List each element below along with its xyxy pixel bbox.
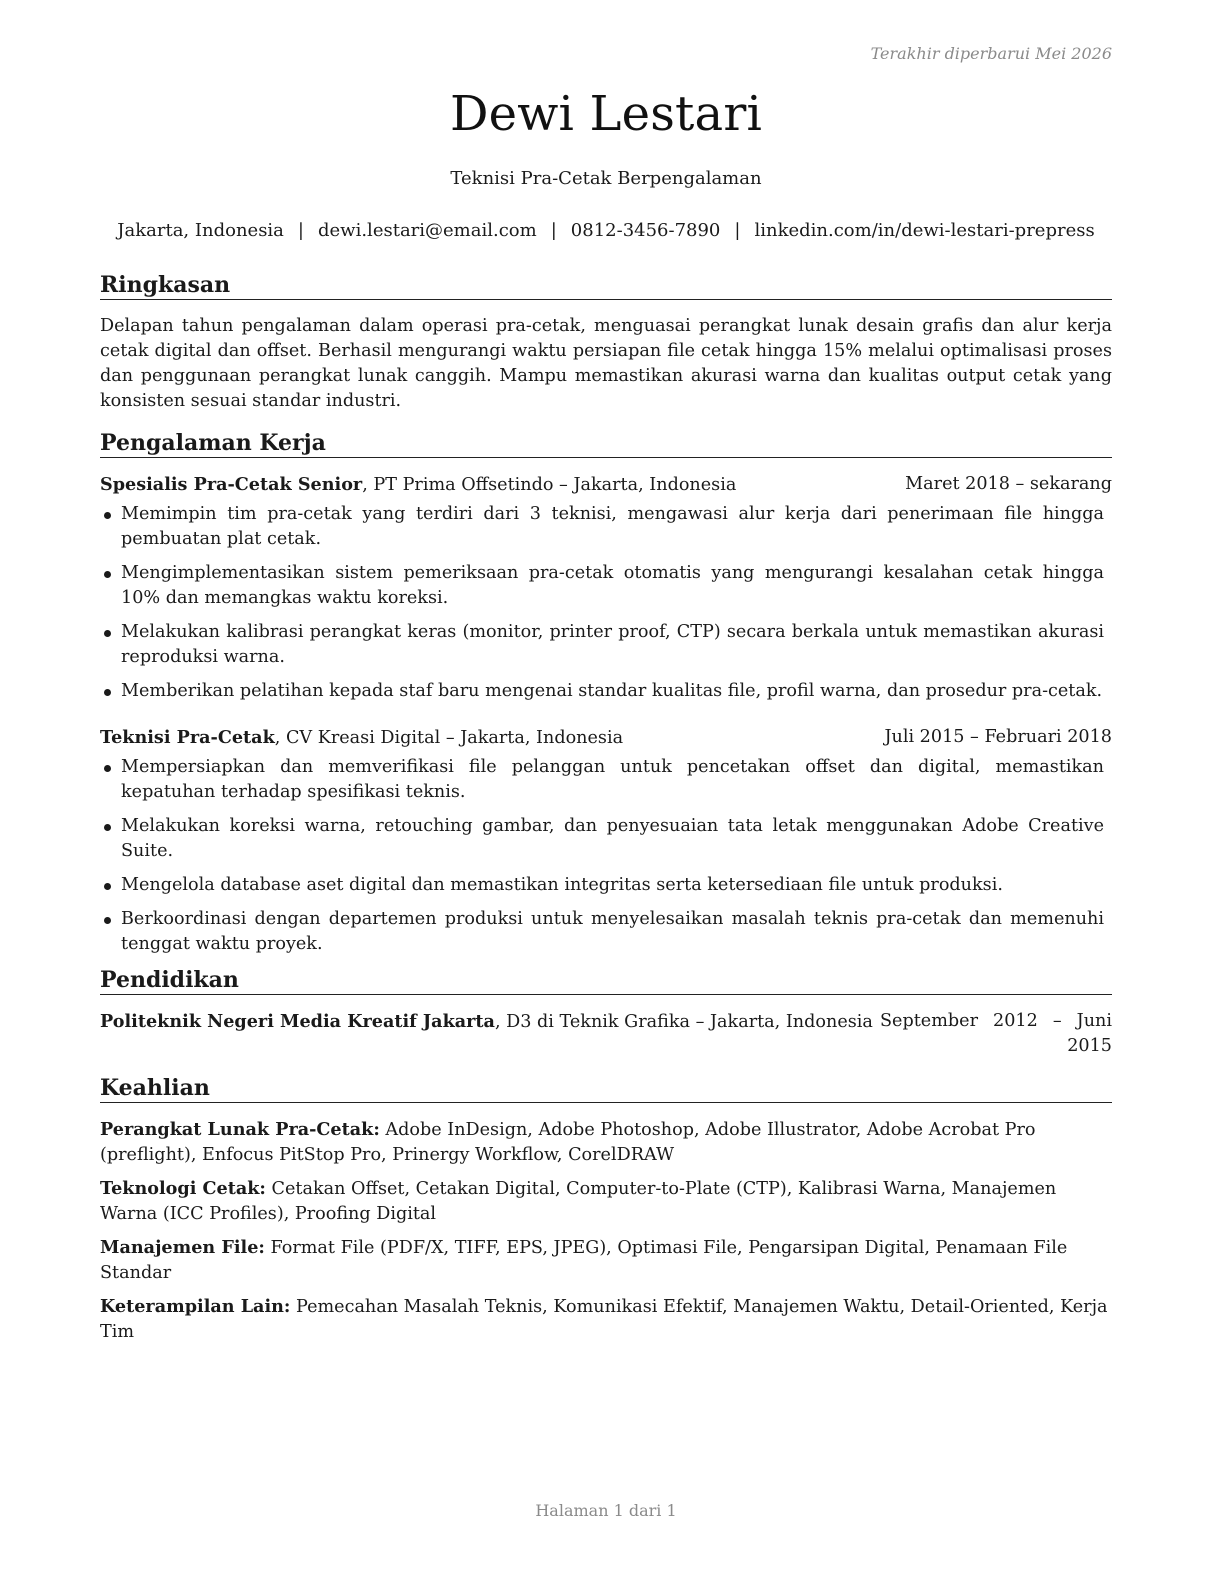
job-role: Teknisi Pra-Cetak bbox=[100, 727, 275, 748]
contact-separator: | bbox=[297, 220, 304, 241]
skill-label: Teknologi Cetak: bbox=[100, 1178, 266, 1199]
skill-value: Cetakan Offset, Cetakan Digital, Computer-to-Plate (CTP), Kalibrasi Warna, Manajemen Warna (ICC Profiles), Proofing Digital bbox=[100, 1179, 1057, 1224]
skill-row bbox=[100, 1117, 1112, 1168]
job-entry bbox=[100, 472, 1112, 704]
skill-value: Adobe InDesign, Adobe Photoshop, Adobe Illustrator, Adobe Acrobat Pro (preflight), Enfocus PitStop Pro, Prinergy Workflow, CorelDRAW bbox=[100, 1120, 1036, 1165]
contact-separator: | bbox=[550, 220, 557, 241]
skill-row bbox=[100, 1235, 1112, 1286]
skill-value: Pemecahan Masalah Teknis, Komunikasi Efektif, Manajemen Waktu, Detail-Oriented, Kerja Tim bbox=[100, 1297, 1108, 1342]
job-dates: Juli 2015 – Februari 2018 bbox=[884, 727, 1112, 747]
skill-label: Perangkat Lunak Pra-Cetak: bbox=[100, 1119, 380, 1140]
job-bullets bbox=[100, 502, 1112, 704]
skill-label: Keterampilan Lain: bbox=[100, 1296, 291, 1317]
skills-section bbox=[100, 1075, 1112, 1345]
resume-content bbox=[100, 272, 1112, 1355]
candidate-name: Dewi Lestari bbox=[449, 86, 763, 142]
skills-heading: Keahlian bbox=[100, 1075, 1112, 1103]
job-role: Spesialis Pra-Cetak Senior bbox=[100, 474, 363, 495]
last-updated-note: Terakhir diperbarui Mei 2026 bbox=[870, 44, 1112, 63]
job-header bbox=[100, 472, 1112, 498]
job-bullet: Berkoordinasi dengan departemen produksi untuk menyelesaikan masalah teknis pra-cetak dan memenuhi tenggat waktu proyek. bbox=[100, 907, 1112, 957]
job-header bbox=[100, 725, 1112, 751]
education-detail: , D3 di Teknik Grafika – Jakarta, Indonesia bbox=[494, 1012, 873, 1032]
contact-separator: | bbox=[734, 220, 741, 241]
skill-row bbox=[100, 1294, 1112, 1345]
skill-label: Manajemen File: bbox=[100, 1237, 265, 1258]
job-title-line bbox=[100, 472, 736, 498]
job-bullet: Mempersiapkan dan memverifikasi file pelanggan untuk pencetakan offset dan digital, memastikan kepatuhan terhadap spesifikasi teknis. bbox=[100, 755, 1112, 805]
experience-heading: Pengalaman Kerja bbox=[100, 430, 1112, 458]
education-school: Politeknik Negeri Media Kreatif Jakarta bbox=[100, 1011, 495, 1032]
contact-line bbox=[60, 220, 1152, 241]
job-bullet: Melakukan koreksi warna, retouching gambar, dan penyesuaian tata letak menggunakan Adobe Creative Suite. bbox=[100, 814, 1112, 864]
job-dates: Maret 2018 – sekarang bbox=[905, 474, 1112, 494]
contact-linkedin[interactable]: linkedin.com/in/dewi-lestari-prepress bbox=[754, 220, 1095, 241]
experience-section bbox=[100, 430, 1112, 957]
contact-email[interactable]: dewi.lestari@email.com bbox=[318, 220, 537, 241]
job-bullet: Memberikan pelatihan kepada staf baru mengenai standar kualitas file, profil warna, dan prosedur pra-cetak. bbox=[100, 679, 1112, 704]
job-organization: , PT Prima Offsetindo – Jakarta, Indonesia bbox=[362, 475, 737, 495]
skill-row bbox=[100, 1176, 1112, 1227]
candidate-title: Teknisi Pra-Cetak Berpengalaman bbox=[450, 168, 762, 189]
job-bullet: Mengelola database aset digital dan memastikan integritas serta ketersediaan file untuk produksi. bbox=[100, 873, 1112, 898]
education-dates: September 2012 – Juni 2015 bbox=[880, 1011, 1112, 1056]
resume-page bbox=[100, 0, 1112, 1584]
summary-text: Delapan tahun pengalaman dalam operasi pra-cetak, menguasai perangkat lunak desain grafis dan alur kerja cetak digital dan offset. Berhasil mengurangi waktu persiapan file cetak hingga 15% melalui optimalisasi proses dan penggunaan perangkat lunak canggih. Mampu memastikan akurasi warna dan kualitas output cetak yang konsisten sesuai standar industri. bbox=[100, 316, 1112, 411]
job-bullets bbox=[100, 755, 1112, 957]
job-bullet: Melakukan kalibrasi perangkat keras (monitor, printer proof, CTP) secara berkala untuk memastikan akurasi reproduksi warna. bbox=[100, 620, 1112, 670]
job-bullet: Mengimplementasikan sistem pemeriksaan pra-cetak otomatis yang mengurangi kesalahan cetak hingga 10% dan memangkas waktu koreksi. bbox=[100, 561, 1112, 611]
education-entry bbox=[100, 1009, 1112, 1059]
job-bullet: Memimpin tim pra-cetak yang terdiri dari 3 teknisi, mengawasi alur kerja dari penerimaan file hingga pembuatan plat cetak. bbox=[100, 502, 1112, 552]
education-title-line bbox=[100, 1009, 873, 1059]
summary-section bbox=[100, 272, 1112, 414]
contact-location: Jakarta, Indonesia bbox=[117, 220, 284, 241]
contact-phone: 0812-3456-7890 bbox=[570, 220, 721, 241]
job-title-line bbox=[100, 725, 623, 751]
skill-value: Format File (PDF/X, TIFF, EPS, JPEG), Optimasi File, Pengarsipan Digital, Penamaan File Standar bbox=[100, 1238, 1068, 1283]
education-heading: Pendidikan bbox=[100, 967, 1112, 995]
job-entry bbox=[100, 725, 1112, 957]
job-organization: , CV Kreasi Digital – Jakarta, Indonesia bbox=[274, 728, 624, 748]
summary-heading: Ringkasan bbox=[100, 272, 1112, 300]
education-section bbox=[100, 967, 1112, 1059]
page-number: Halaman 1 dari 1 bbox=[535, 1501, 677, 1520]
